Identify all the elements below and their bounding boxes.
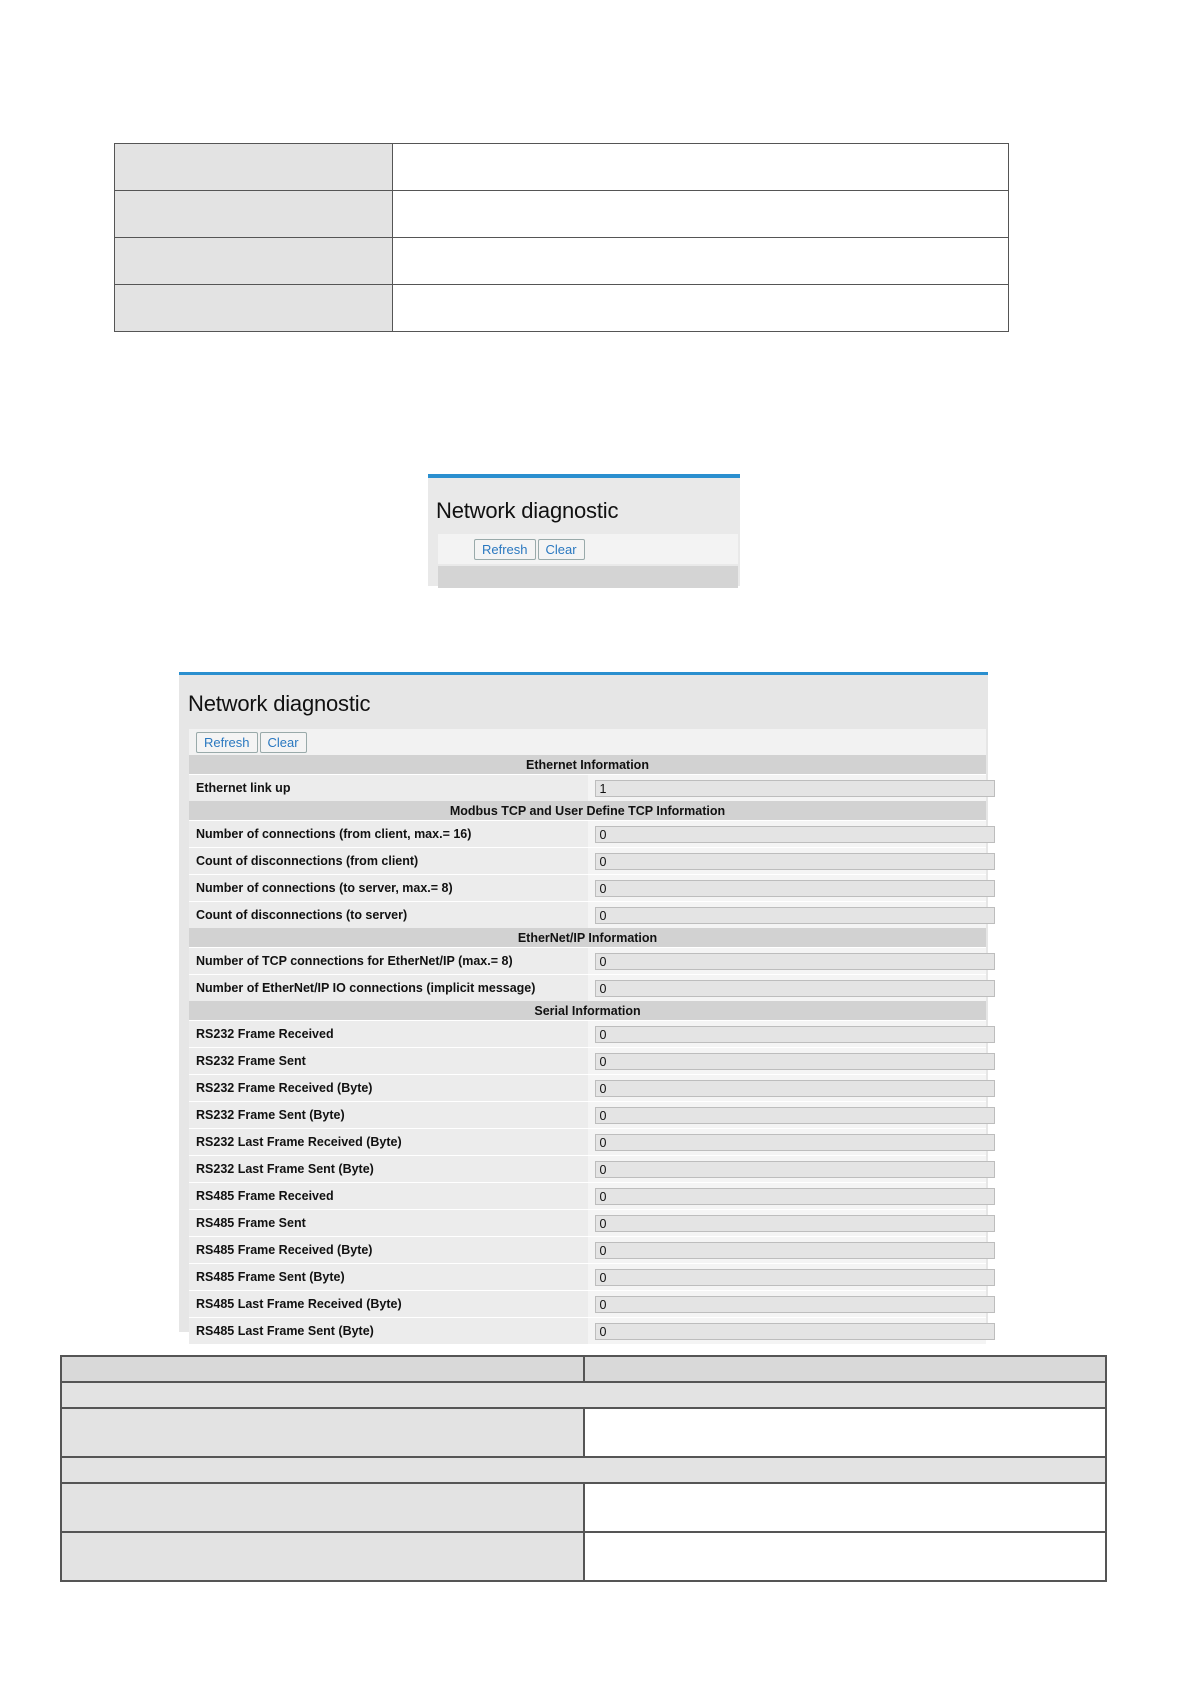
field-label: Number of TCP connections for EtherNet/IP (max.= 8) [189,948,588,975]
table-row [189,1102,986,1129]
value-field: 0 [595,1188,995,1205]
section-header-ethernetip [189,928,986,948]
table-row [189,1183,986,1210]
table-cell [393,144,1009,191]
table-row [61,1408,1106,1457]
value-field: 0 [595,1080,995,1097]
button-row [189,729,986,755]
value-field: 0 [595,880,995,897]
field-label: RS485 Frame Sent [189,1210,588,1237]
table-cell [584,1408,1107,1457]
table-row [189,1264,986,1291]
field-label: RS232 Frame Sent [189,1048,588,1075]
section-title: Modbus TCP and User Define TCP Information [189,801,986,821]
section-header-modbus [189,801,986,821]
table-cell [61,1532,584,1581]
diagnostic-table [189,729,986,1344]
value-field: 0 [595,1296,995,1313]
table-cell [584,1532,1107,1581]
table-cell [115,144,393,191]
table-row [61,1532,1106,1581]
table-cell [115,238,393,285]
value-field: 0 [595,953,995,970]
table-row [189,1156,986,1183]
top-table [114,143,1009,332]
value-field: 0 [595,1215,995,1232]
field-label: RS232 Last Frame Received (Byte) [189,1129,588,1156]
section-header-serial [189,1001,986,1021]
empty-results-bar [438,566,738,588]
value-field: 0 [595,1269,995,1286]
field-label: Ethernet link up [189,775,588,802]
network-diagnostic-panel [179,672,988,1339]
table-row [189,975,986,1002]
table-row [189,1210,986,1237]
section-header-ethernet [189,755,986,775]
value-field: 0 [595,1242,995,1259]
field-label: Number of connections (from client, max.= 16) [189,821,588,848]
table-row [115,144,1009,191]
table-cell [584,1356,1107,1382]
value-field: 0 [595,826,995,843]
table-row [115,238,1009,285]
section-title: Ethernet Information [189,755,986,775]
table-cell [61,1408,584,1457]
refresh-button[interactable]: Refresh [196,732,258,753]
clear-button[interactable]: Clear [538,539,585,560]
panel-title: Network diagnostic [436,498,619,523]
value-field: 0 [595,907,995,924]
refresh-button[interactable]: Refresh [474,539,536,560]
value-field: 0 [595,1134,995,1151]
field-label: RS232 Frame Received [189,1021,588,1048]
table-row [189,1048,986,1075]
field-label: RS232 Frame Sent (Byte) [189,1102,588,1129]
field-label: RS485 Last Frame Sent (Byte) [189,1318,588,1345]
field-label: RS485 Frame Received [189,1183,588,1210]
field-label: RS232 Frame Received (Byte) [189,1075,588,1102]
value-field: 0 [595,853,995,870]
field-label: RS485 Last Frame Received (Byte) [189,1291,588,1318]
table-cell [61,1483,584,1532]
panel-title: Network diagnostic [188,691,371,716]
table-section-cell [61,1382,1106,1408]
value-field: 0 [595,980,995,997]
field-label: Count of disconnections (to server) [189,902,588,929]
value-field: 0 [595,1161,995,1178]
value-field: 0 [595,1026,995,1043]
table-row [189,775,986,802]
value-field: 0 [595,1053,995,1070]
diagnostic-content [189,729,986,1339]
table-row [189,948,986,975]
table-row [189,1318,986,1345]
table-row [189,1075,986,1102]
clear-button[interactable]: Clear [260,732,307,753]
table-row [189,875,986,902]
section-title: Serial Information [189,1001,986,1021]
field-label: RS485 Frame Received (Byte) [189,1237,588,1264]
field-label: RS485 Frame Sent (Byte) [189,1264,588,1291]
field-label: RS232 Last Frame Sent (Byte) [189,1156,588,1183]
value-field: 1 [595,780,995,797]
table-row [189,902,986,929]
field-label: Count of disconnections (from client) [189,848,588,875]
table-cell [584,1483,1107,1532]
section-title: EtherNet/IP Information [189,928,986,948]
table-row [115,191,1009,238]
table-row [61,1382,1106,1408]
field-label: Number of EtherNet/IP IO connections (implicit message) [189,975,588,1002]
table-row [189,1021,986,1048]
network-diagnostic-panel-small [428,474,740,586]
table-cell [115,285,393,332]
table-row [189,1291,986,1318]
table-row [189,1237,986,1264]
table-row [189,1129,986,1156]
table-row [189,821,986,848]
table-row [61,1356,1106,1382]
table-row [61,1483,1106,1532]
table-section-cell [61,1457,1106,1483]
table-cell [61,1356,584,1382]
table-row [115,285,1009,332]
value-field: 0 [595,1323,995,1340]
table-cell [115,191,393,238]
table-cell [393,191,1009,238]
button-row [438,534,738,564]
table-row [61,1457,1106,1483]
value-field: 0 [595,1107,995,1124]
table-cell [393,238,1009,285]
table-row [189,848,986,875]
bottom-table [60,1355,1107,1582]
table-cell [393,285,1009,332]
field-label: Number of connections (to server, max.= 8) [189,875,588,902]
